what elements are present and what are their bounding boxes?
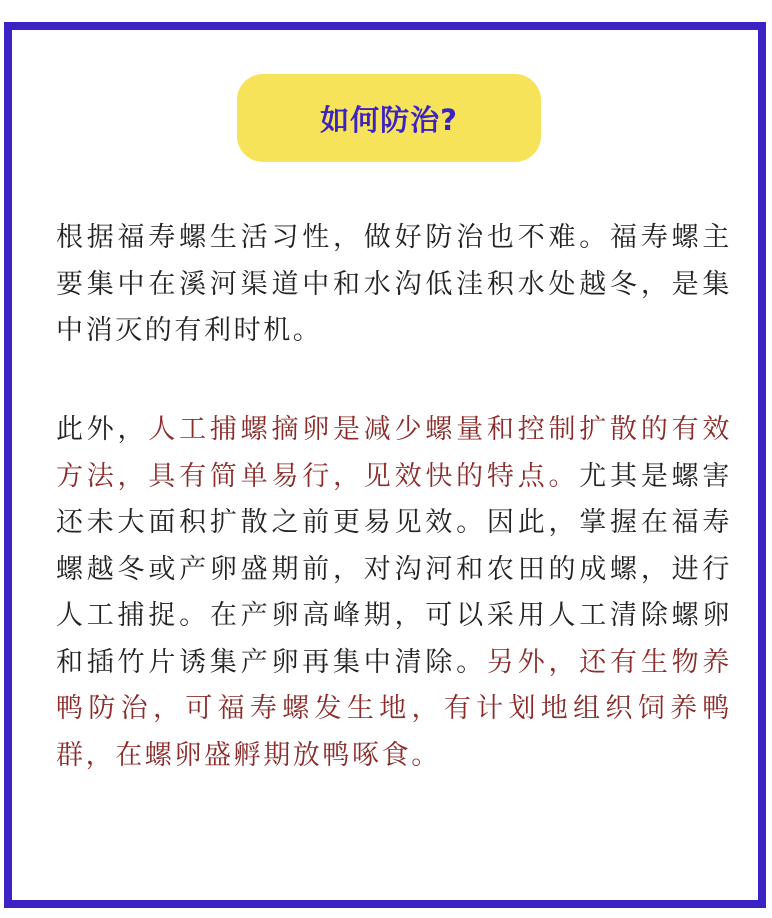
paragraph-lead: 此外， bbox=[56, 414, 149, 445]
content-card bbox=[4, 22, 766, 908]
highlight-duck-control: 另外，还有生物养鸭防治，可福寿螺发生地，有计划地组织饲养鸭群，在螺卵盛孵期放鸭啄食。 bbox=[56, 646, 732, 771]
paragraph-methods bbox=[56, 407, 732, 779]
paragraph-middle: 尤其是螺害还未大面积扩散之前更易见效。因此，掌握在福寿螺越冬或产卵盛期前，对沟河和农田的成螺，进行人工捕捉。在产卵高峰期，可以采用人工清除螺卵和插竹片诱集产卵再集中清除。 bbox=[56, 460, 733, 678]
paragraph-habits: 根据福寿螺生活习性，做好防治也不难。福寿螺主要集中在溪河渠道中和水沟低洼积水处越冬，是集中消灭的有利时机。 bbox=[56, 222, 732, 346]
section-heading: 如何防治? bbox=[320, 102, 458, 137]
highlight-manual-capture: 人工捕螺摘卵是减少螺量和控制扩散的有效方法，具有简单易行，见效快的特点。 bbox=[56, 414, 732, 492]
heading-pill bbox=[237, 74, 541, 162]
